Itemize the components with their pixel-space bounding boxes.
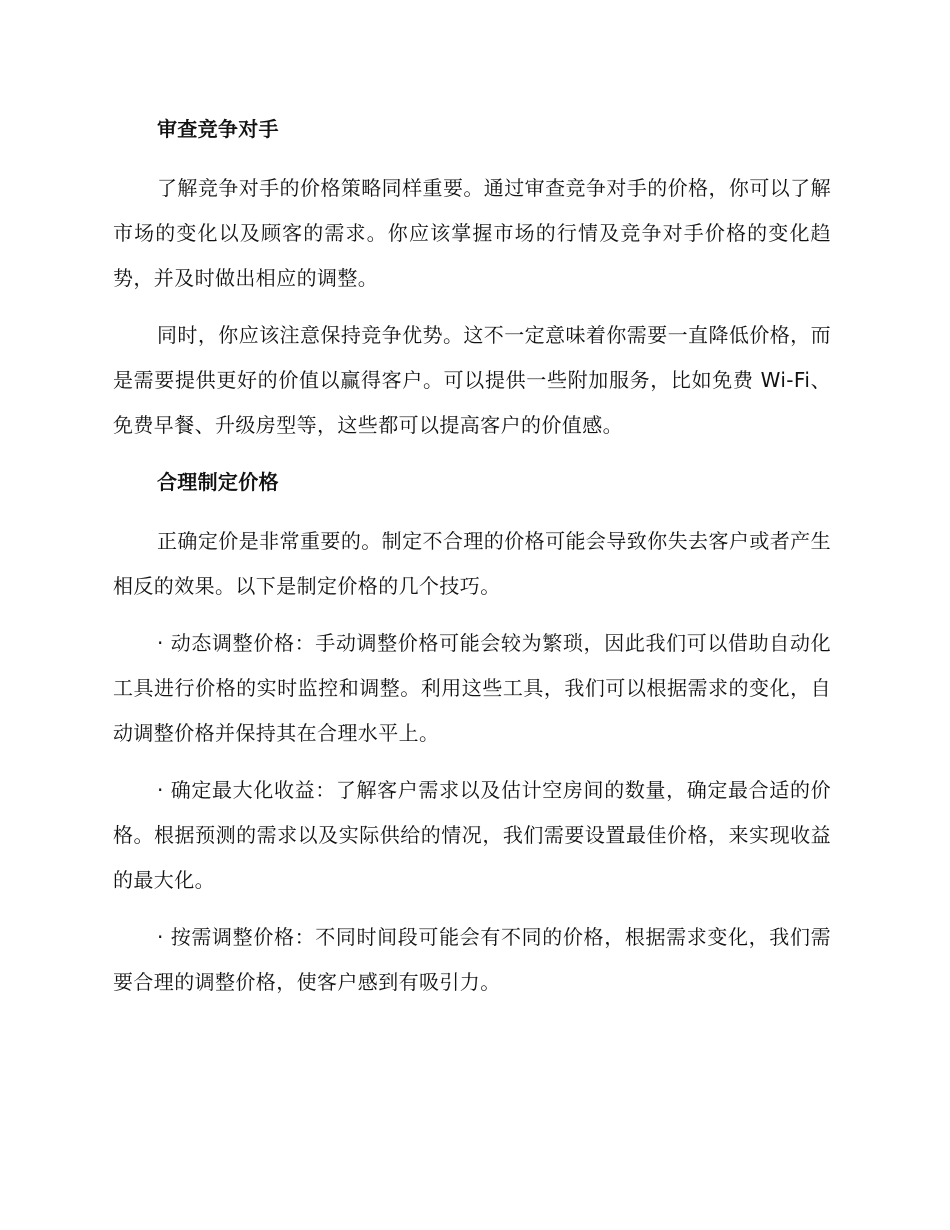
paragraph: 了解竞争对手的价格策略同样重要。通过审查竞争对手的价格，你可以了解市场的变化以及顾客的需求。你应该掌握市场的行情及竞争对手价格的变化趋势，并及时做出相应的调整。 [113, 176, 831, 290]
section-heading-competitors: 审查竞争对手 [157, 117, 279, 141]
document-page [113, 107, 831, 1017]
list-item-on-demand-pricing: · 按需调整价格：不同时间段可能会有不同的价格，根据需求变化，我们需要合理的调整价格，使客户感到有吸引力。 [113, 925, 831, 994]
paragraph: 同时，你应该注意保持竞争优势。这不一定意味着你需要一直降低价格，而是需要提供更好的价值以赢得客户。可以提供一些附加服务，比如免费 Wi-Fi、免费早餐、升级房型等，这些都可以提高客户的价值感。 [113, 323, 831, 437]
section-heading-pricing: 合理制定价格 [157, 470, 279, 494]
paragraph: 正确定价是非常重要的。制定不合理的价格可能会导致你失去客户或者产生相反的效果。以下是制定价格的几个技巧。 [113, 529, 831, 598]
list-item-dynamic-pricing: · 动态调整价格：手动调整价格可能会较为繁琐，因此我们可以借助自动化工具进行价格的实时监控和调整。利用这些工具，我们可以根据需求的变化，自动调整价格并保持其在合理水平上。 [113, 631, 831, 745]
list-item-maximize-revenue: · 确定最大化收益：了解客户需求以及估计空房间的数量，确定最合适的价格。根据预测的需求以及实际供给的情况，我们需要设置最佳价格，来实现收益的最大化。 [113, 778, 831, 892]
